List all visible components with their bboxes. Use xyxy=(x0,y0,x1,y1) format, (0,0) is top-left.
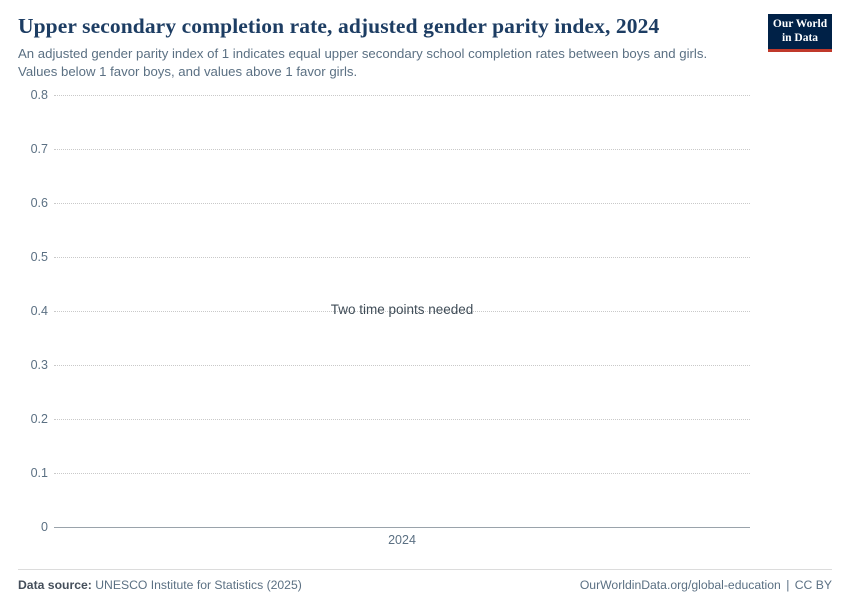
data-source xyxy=(18,578,302,592)
logo-line-1: Our World xyxy=(772,18,828,31)
chart-annotation: Two time points needed xyxy=(330,302,474,318)
logo-line-2: in Data xyxy=(781,31,819,44)
chart-area xyxy=(18,88,832,565)
y-axis-tick-label: 0.4 xyxy=(30,304,48,319)
y-axis-tick-label: 0.6 xyxy=(30,196,48,211)
gridline xyxy=(54,419,750,420)
page-title: Upper secondary completion rate, adjusted gender parity index, 2024 xyxy=(18,14,660,38)
y-axis-tick-label: 0.2 xyxy=(30,412,48,427)
gridline xyxy=(54,95,750,96)
x-axis-baseline xyxy=(54,527,750,528)
y-axis-tick-label: 0.5 xyxy=(30,250,48,265)
y-axis-tick-label: 0.1 xyxy=(30,466,48,481)
our-world-in-data-logo[interactable] xyxy=(768,14,832,52)
chart-subtitle: An adjusted gender parity index of 1 indicates equal upper secondary school completion rates between boys and girls. Values below 1 favor boys, and values above 1 favor girls. xyxy=(18,45,708,79)
x-axis-tick-label: 2024 xyxy=(388,533,416,547)
y-axis-tick-label: 0.8 xyxy=(30,88,48,103)
gridline xyxy=(54,365,750,366)
footer-separator: | xyxy=(786,578,790,592)
gridline xyxy=(54,149,750,150)
x-axis xyxy=(54,533,750,551)
gridline xyxy=(54,203,750,204)
chart-footer xyxy=(18,569,832,592)
data-source-label: Data source: xyxy=(18,578,92,592)
y-axis-tick-label: 0 xyxy=(41,520,48,535)
gridline xyxy=(54,473,750,474)
y-axis-tick-label: 0.3 xyxy=(30,358,48,373)
data-source-value: UNESCO Institute for Statistics (2025) xyxy=(95,578,302,592)
y-axis-tick-label: 0.7 xyxy=(30,142,48,157)
plot-canvas xyxy=(18,88,832,535)
footer-links xyxy=(580,578,832,592)
gridline xyxy=(54,257,750,258)
license-link[interactable]: CC BY xyxy=(794,578,832,592)
site-link[interactable]: OurWorldinData.org/global-education xyxy=(579,578,781,592)
chart-header xyxy=(18,14,832,81)
